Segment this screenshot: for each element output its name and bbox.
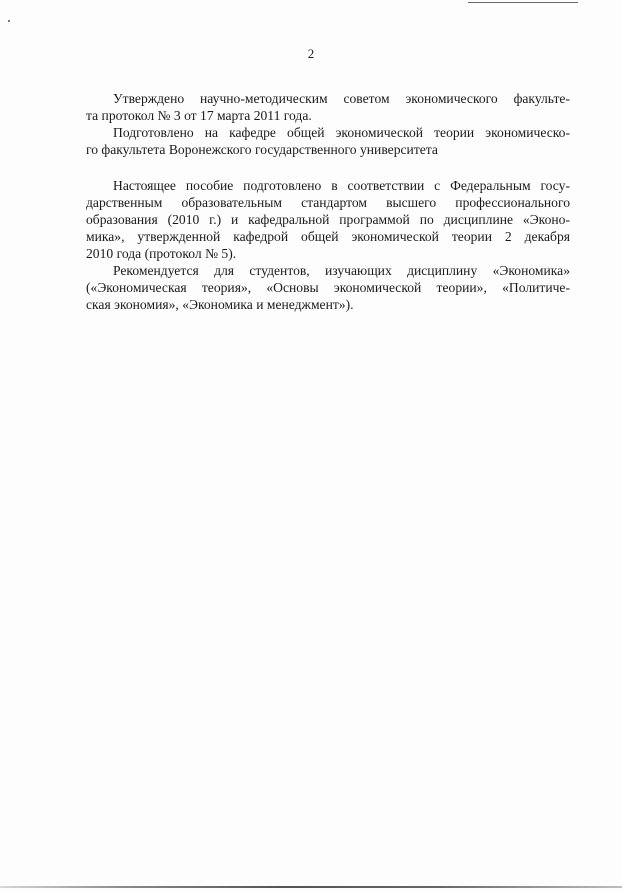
description-line: Настоящее пособие подготовлено в соответствии с Федеральным госу- (113, 178, 570, 193)
paragraph-gap (86, 158, 570, 177)
description-paragraph (86, 177, 570, 262)
scan-artifact-bottom-edge (0, 886, 622, 888)
description-line: мика», утвержденной кафедрой общей экономической теории 2 декабря (86, 229, 570, 244)
prepared-line: Подготовлено на кафедре общей экономической теории экономическо- (113, 125, 570, 140)
approval-paragraph (86, 90, 570, 124)
document-body (86, 90, 570, 313)
page-number: 2 (307, 46, 315, 61)
scan-artifact-dot (8, 20, 10, 22)
recommendation-line: («Экономическая теория», «Основы экономической теории», «Политиче- (86, 280, 570, 295)
recommendation-line: ская экономия», «Экономика и менеджмент»). (86, 297, 354, 312)
approval-line: та протокол № 3 от 17 марта 2011 года. (86, 108, 312, 123)
recommendation-paragraph (86, 262, 570, 313)
prepared-line: го факультета Воронежского государственного университета (86, 142, 438, 157)
scan-artifact-line (468, 2, 578, 3)
description-line: 2010 года (протокол № 5). (86, 246, 237, 261)
prepared-paragraph (86, 124, 570, 158)
recommendation-line: Рекомендуется для студентов, изучающих дисциплину «Экономика» (113, 263, 570, 278)
description-line: образования (2010 г.) и кафедральной программой по дисциплине «Эконо- (86, 212, 570, 227)
description-line: дарственным образовательным стандартом высшего профессионального (86, 195, 570, 210)
approval-line: Утверждено научно-методическим советом экономического факульте- (113, 91, 570, 106)
